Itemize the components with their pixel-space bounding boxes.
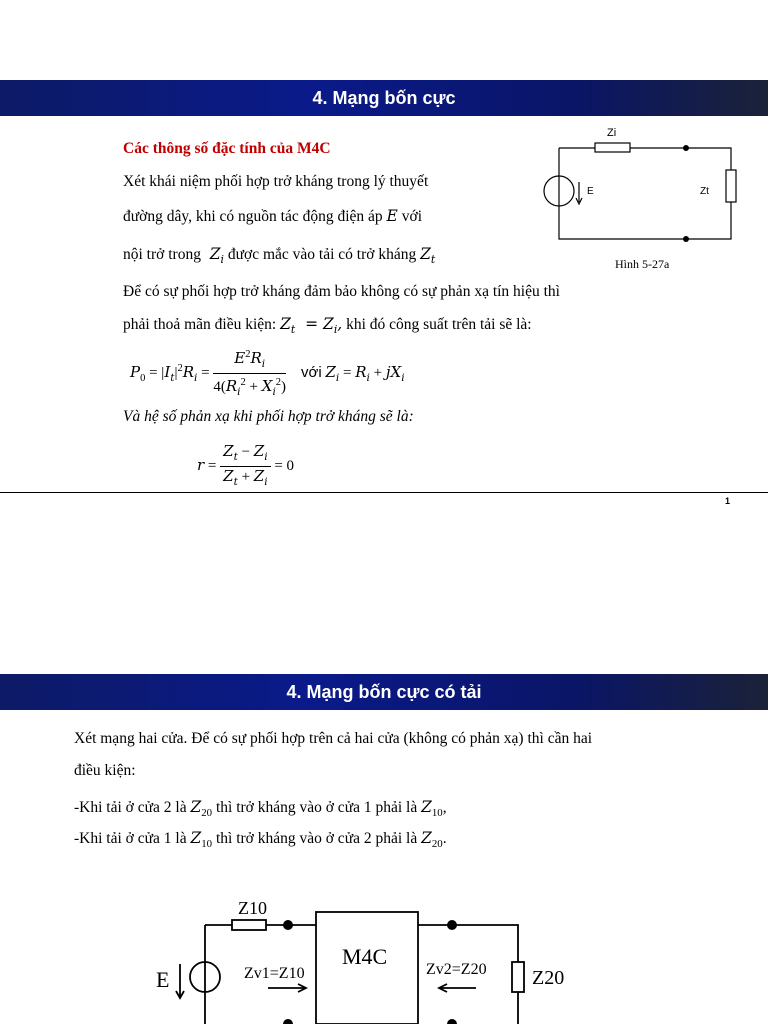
fig-label-zt: Zt <box>700 186 709 197</box>
label-zv1: Zv1=Z10 <box>244 965 305 982</box>
formula-reflection: r = $\frac{Z_t - Z_i}{Z_t + Z_i}$ = 0 <box>197 442 295 488</box>
slide-divider <box>0 492 768 493</box>
slide1-title-bar <box>0 80 768 116</box>
label-z20: Z20 <box>532 967 565 989</box>
slide2-condition-1: -Khi tải ở cửa 2 là $Z_{20}$ thì trở kháng vào ở cửa 1 phải là $Z_{10}$, <box>74 798 447 820</box>
slide1-title: 4. Mạng bốn cực <box>312 87 456 108</box>
page-number: 1 <box>725 496 731 506</box>
slide2-condition-2: -Khi tải ở cửa 1 là $Z_{10}$ thì trở kháng vào ở cửa 2 phải là $Z_{20}$. <box>74 829 447 851</box>
label-z10: Z10 <box>238 898 267 918</box>
label-zv2: Zv2=Z20 <box>426 961 487 978</box>
math-var-e: E <box>386 207 398 225</box>
two-port-diagram <box>150 892 590 1024</box>
slide1-paragraph-line: nội trở trong $Z_i$ được mắc vào tải có trở kháng $Z_t$ <box>123 245 436 267</box>
figure-circuit-5-27a <box>535 120 745 280</box>
slide1-paragraph-line: phải thoả mãn điều kiện: $Z_t = Z_i$, khi đó công suất trên tải sẽ là: <box>123 315 532 337</box>
slide2-title: 4. Mạng bốn cực có tải <box>286 681 482 702</box>
slide2-title-bar <box>0 674 768 710</box>
slide1-paragraph-line: Xét khái niệm phối hợp trở kháng trong lý thuyết <box>123 173 429 190</box>
slide1-paragraph-line: đường dây, khi có nguồn tác động điện áp E với <box>123 207 423 225</box>
fig-label-zi: Zi <box>607 127 617 139</box>
box-label-m4c: M4C <box>342 944 388 969</box>
label-e: E <box>156 967 170 992</box>
reflection-text: Và hệ số phản xạ khi phối hợp trở kháng sẽ là: <box>123 408 414 425</box>
fig-label-e: E <box>587 186 594 197</box>
slide1-paragraph-line: Để có sự phối hợp trở kháng đảm bảo không có sự phản xạ tín hiệu thì <box>123 283 560 300</box>
slide2-paragraph-line: Xét mạng hai cửa. Để có sự phối hợp trên cả hai cửa (không có phản xạ) thì cần hai <box>74 730 593 747</box>
slide1-subtitle: Các thông số đặc tính của M4C <box>123 140 331 157</box>
slide2-paragraph-line: điều kiện: <box>74 762 136 779</box>
formula-power: $P_0 = |I_t|^2R_i$ = $\frac{E^2R_i}{4(R_i^2 + X_i^2)}$ với $Z_i = R_i + jX_i$ <box>130 346 405 401</box>
figure-caption: Hình 5-27a <box>615 257 670 271</box>
